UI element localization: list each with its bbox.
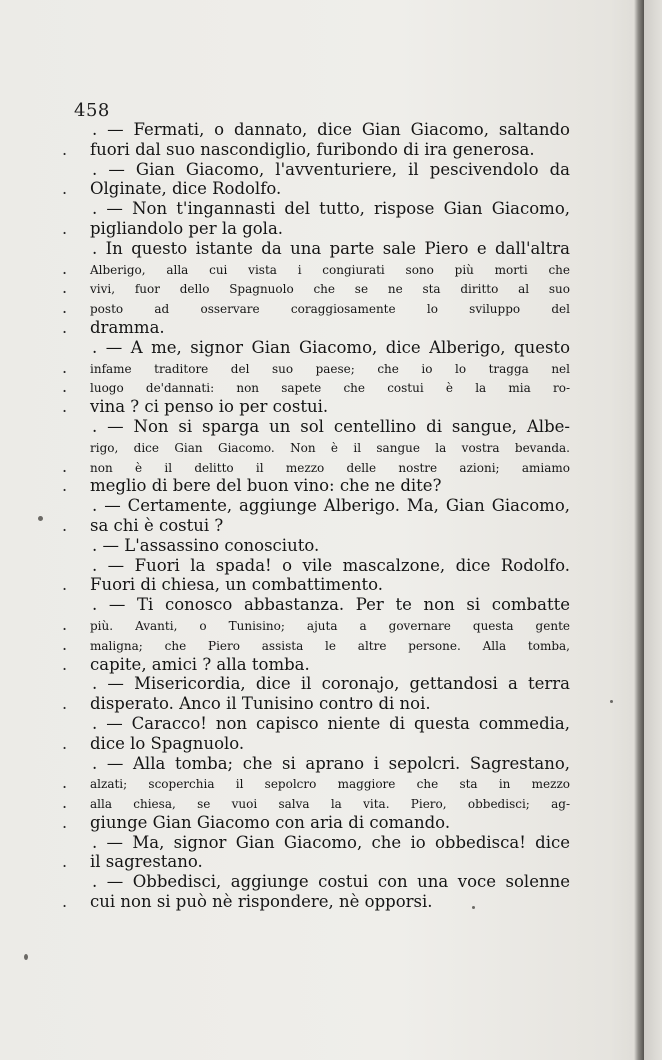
margin-dot: . (62, 218, 68, 238)
text-line (62, 515, 570, 536)
text-line (90, 754, 570, 774)
text-line (90, 536, 570, 556)
text-line-content: cui non si può nè rispondere, nè opporsi. (90, 892, 433, 912)
text-line-content: . — Caracco! non capisco niente di questa commedia, (92, 713, 570, 733)
text-line (62, 139, 570, 160)
text-line-content: sa chi è costui ? (90, 515, 224, 535)
margin-dot: . (62, 298, 68, 318)
text-line (62, 357, 570, 378)
paper-speck (472, 906, 475, 909)
margin-dot: . (62, 634, 68, 654)
margin-dot: . (62, 317, 68, 337)
text-line-content: il sagrestano. (90, 852, 203, 872)
text-line (62, 614, 570, 635)
text-line-content: vivi, fuor dello Spagnuolo che se ne sta diritto al suo (90, 282, 570, 297)
text-line (90, 160, 570, 180)
page-edge (644, 0, 662, 1060)
margin-dot: . (62, 733, 68, 753)
text-line-content: Alberigo, alla cui vista i congiurati sono più morti che (90, 262, 570, 277)
text-line (90, 120, 570, 140)
text-line (62, 377, 570, 397)
text-line-content: maligna; che Piero assista le altre persone. Alla tomba, (90, 638, 570, 653)
text-line-content: alla chiesa, se vuoi salva la vita. Piero, obbedisci; ag- (90, 797, 570, 812)
text-line-content: alzati; scoperchia il sepolcro maggiore che sta in mezzo (90, 777, 570, 792)
page-number: 458 (74, 100, 110, 121)
text-line (62, 733, 570, 754)
margin-dot: . (62, 773, 68, 793)
margin-dot: . (62, 179, 68, 199)
text-line-content: . — Alla tomba; che si aprano i sepolcri. Sagrestano, (92, 753, 570, 773)
text-line-content: . — Obbedisci, aggiunge costui con una voce solenne (92, 872, 570, 892)
text-line-content: . — L'assassino conosciuto. (92, 535, 320, 555)
margin-dot: . (62, 357, 68, 377)
text-line-content: infame traditore del suo paese; che io lo tragga nel (90, 361, 570, 376)
text-line (62, 179, 570, 199)
text-line (62, 218, 570, 239)
text-line (90, 674, 570, 694)
margin-dot: . (62, 377, 68, 397)
page-gutter-shadow (634, 0, 644, 1060)
body-text (62, 120, 570, 912)
text-line (90, 595, 570, 615)
margin-dot: . (62, 812, 68, 832)
margin-dot: . (62, 852, 68, 872)
text-line-content: . In questo istante da una parte sale Piero e dall'altra (92, 238, 570, 258)
text-line (62, 456, 570, 477)
text-line-content: più. Avanti, o Tunisino; ajuta a governare questa gente (90, 618, 570, 633)
text-line-content: non è il delitto il mezzo delle nostre azioni; amiamo (90, 460, 570, 475)
text-line-content: fuori dal suo nascondiglio, furibondo di ira generosa. (90, 139, 535, 159)
paper-speck (24, 954, 28, 960)
text-line-content: . — Ti conosco abbastanza. Per te non si combatte (92, 595, 570, 615)
text-line (90, 338, 570, 358)
text-line-content: dice lo Spagnuolo. (90, 733, 245, 753)
text-line (62, 793, 570, 813)
text-line (62, 575, 570, 595)
text-line (62, 634, 570, 655)
margin-dot: . (62, 397, 68, 417)
paper-speck (38, 516, 43, 521)
text-line-content: luogo de'dannati: non sapete che costui è la mia ro- (90, 381, 570, 396)
text-line (62, 694, 570, 714)
margin-dot: . (62, 515, 68, 535)
text-line (62, 397, 570, 417)
text-line-content: . — Fuori la spada! o vile mascalzone, dice Rodolfo. (92, 555, 570, 575)
text-line-content: . — A me, signor Gian Giacomo, dice Alberigo, questo (92, 337, 570, 357)
text-line-content: pigliandolo per la gola. (90, 218, 284, 238)
text-line-content: rigo, dice Gian Giacomo. Non è il sangue la vostra bevanda. (90, 440, 570, 455)
text-line (90, 556, 570, 576)
text-line (62, 892, 570, 912)
text-line-content: . — Misericordia, dice il coronajo, gettandosi a terra (92, 674, 570, 694)
margin-dot: . (62, 892, 68, 912)
text-line-content: giunge Gian Giacomo con aria di comando. (90, 812, 451, 832)
text-line (62, 476, 570, 496)
margin-dot: . (62, 278, 68, 298)
text-line (90, 714, 570, 734)
text-line (90, 496, 570, 516)
margin-dot: . (62, 614, 68, 634)
text-line-content: Olginate, dice Rodolfo. (90, 179, 282, 199)
text-line (62, 654, 570, 675)
text-line-content: Fuori di chiesa, un combattimento. (90, 575, 384, 595)
text-line-content: . — Certamente, aggiunge Alberigo. Ma, Gian Giacomo, (92, 496, 570, 516)
text-line (90, 199, 570, 219)
margin-dot: . (62, 258, 68, 278)
text-line (62, 317, 570, 338)
text-line-content: . — Ma, signor Gian Giacomo, che io obbedisca! dice (92, 832, 570, 852)
text-line (90, 833, 570, 853)
text-line (62, 258, 570, 279)
margin-dot: . (62, 476, 68, 496)
text-line-content: capite, amici ? alla tomba. (90, 654, 310, 674)
text-line-content: vina ? ci penso io per costui. (90, 397, 329, 417)
text-line (62, 812, 570, 833)
text-line (62, 773, 570, 793)
text-line (90, 872, 570, 892)
text-line-content: . — Non si sparga un sol centellino di sangue, Albe- (92, 416, 570, 436)
text-line-content: meglio di bere del buon vino: che ne dite? (90, 476, 442, 496)
margin-dot: . (62, 575, 68, 595)
margin-dot: . (62, 694, 68, 714)
text-line-content: . — Fermati, o dannato, dice Gian Giacomo, saltando (92, 120, 570, 139)
text-line-content: . — Non t'ingannasti del tutto, rispose Gian Giacomo, (92, 199, 570, 219)
margin-dot: . (62, 139, 68, 159)
text-line-content: disperato. Anco il Tunisino contro di noi. (90, 694, 431, 714)
text-line (62, 852, 570, 872)
text-line (90, 417, 570, 437)
margin-dot: . (62, 793, 68, 813)
text-line-content: . — Gian Giacomo, l'avventuriere, il pescivendolo da (92, 159, 570, 179)
margin-dot: . (62, 456, 68, 476)
text-line-content: posto ad osservare coraggiosamente lo sviluppo del (90, 302, 570, 317)
text-line (62, 278, 570, 298)
margin-dot: . (62, 654, 68, 674)
paper-speck (610, 700, 613, 703)
text-line (90, 239, 570, 259)
text-line (62, 298, 570, 318)
text-line-content: dramma. (90, 317, 165, 337)
text-line (90, 437, 570, 457)
